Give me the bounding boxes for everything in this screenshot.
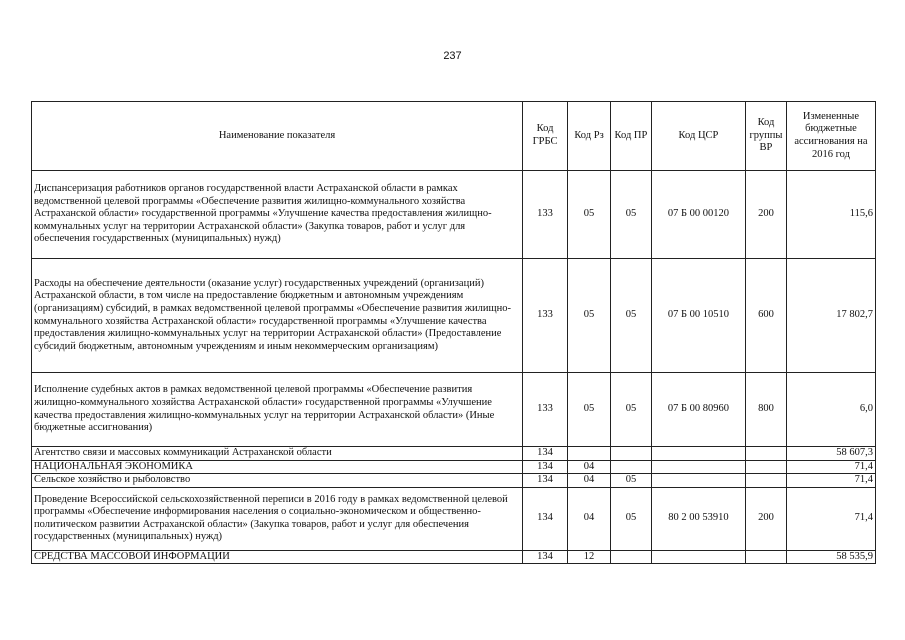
row-name: СРЕДСТВА МАССОВОЙ ИНФОРМАЦИИ [32, 550, 523, 564]
row-vr [746, 550, 787, 564]
row-name: Диспансеризация работников органов государственной власти Астраханской области в рамках ведомственной целевой программы «Обеспечение развития жилищно-коммунального хозяйства Астраханской области» государственной программы «Улучшение качества предоставления жилищно-коммунальных услуг на территории Астраханской области» (Закупка товаров, работ и услуг для обеспечения государственных (муниципальных) нужд) [32, 171, 523, 259]
row-pr [611, 460, 652, 474]
row-pr: 05 [611, 487, 652, 550]
row-vr [746, 447, 787, 461]
table-row [32, 447, 876, 461]
row-pr: 05 [611, 373, 652, 447]
row-pr: 05 [611, 171, 652, 259]
row-pr: 05 [611, 474, 652, 488]
table-row [32, 171, 876, 259]
row-vr [746, 460, 787, 474]
row-pr [611, 550, 652, 564]
header-row [32, 102, 876, 171]
row-grbs: 134 [523, 487, 568, 550]
row-amount: 71,4 [786, 460, 875, 474]
row-rz: 04 [568, 460, 611, 474]
table-row [32, 460, 876, 474]
row-rz: 04 [568, 487, 611, 550]
row-grbs: 133 [523, 373, 568, 447]
row-name: Исполнение судебных актов в рамках ведомственной целевой программы «Обеспечение развития жилищно-коммунального хозяйства Астраханской области» государственной программы «Улучшение качества предоставления жилищно-коммунальных услуг на территории Астраханской области» (Иные бюджетные ассигнования) [32, 373, 523, 447]
row-vr: 600 [746, 259, 787, 373]
row-amount: 71,4 [786, 474, 875, 488]
row-grbs: 134 [523, 474, 568, 488]
row-csr [651, 550, 745, 564]
row-csr: 07 Б 00 10510 [651, 259, 745, 373]
table-row [32, 550, 876, 564]
row-amount: 71,4 [786, 487, 875, 550]
row-rz [568, 447, 611, 461]
row-rz: 05 [568, 259, 611, 373]
row-amount: 58 607,3 [786, 447, 875, 461]
row-grbs: 134 [523, 550, 568, 564]
row-csr: 80 2 00 53910 [651, 487, 745, 550]
header-amount: Измененные бюджетные ассигнования на 2016 год [786, 102, 875, 171]
row-name: Расходы на обеспечение деятельности (оказание услуг) государственных учреждений (организаций) Астраханской области, в том числе на предоставление бюджетным и автономным учреждениям (организациям) субсидий, в рамках ведомственной целевой программы «Обеспечение развития жилищно-коммунального хозяйства Астраханской области» государственной программы «Улучшение качества предоставления жилищно-коммунальных услуг на территории Астраханской области» (Предоставление субсидий бюджетным, автономным учреждениям и иным некоммерческим организациям) [32, 259, 523, 373]
row-name: Сельское хозяйство и рыболовство [32, 474, 523, 488]
row-grbs: 133 [523, 259, 568, 373]
header-pr: Код ПР [611, 102, 652, 171]
row-vr: 200 [746, 171, 787, 259]
row-grbs: 134 [523, 447, 568, 461]
row-csr [651, 474, 745, 488]
row-pr [611, 447, 652, 461]
row-csr: 07 Б 00 00120 [651, 171, 745, 259]
row-rz: 05 [568, 171, 611, 259]
row-rz: 05 [568, 373, 611, 447]
header-csr: Код ЦСР [651, 102, 745, 171]
row-rz: 04 [568, 474, 611, 488]
row-vr: 200 [746, 487, 787, 550]
row-amount: 6,0 [786, 373, 875, 447]
row-amount: 58 535,9 [786, 550, 875, 564]
row-name: Проведение Всероссийской сельскохозяйственной переписи в 2016 году в рамках ведомственной целевой программы «Обеспечение информирования населения о социально-экономическом и общественно-политическом развитии Астраханской области» (Закупка товаров, работ и услуг для обеспечения государственных (муниципальных) нужд) [32, 487, 523, 550]
row-grbs: 134 [523, 460, 568, 474]
row-name: Агентство связи и массовых коммуникаций Астраханской области [32, 447, 523, 461]
row-vr [746, 474, 787, 488]
row-amount: 17 802,7 [786, 259, 875, 373]
row-csr [651, 460, 745, 474]
header-grbs: Код ГРБС [523, 102, 568, 171]
row-grbs: 133 [523, 171, 568, 259]
table-row [32, 487, 876, 550]
row-csr: 07 Б 00 80960 [651, 373, 745, 447]
row-vr: 800 [746, 373, 787, 447]
row-rz: 12 [568, 550, 611, 564]
header-rz: Код Рз [568, 102, 611, 171]
table-row [32, 259, 876, 373]
budget-table [31, 101, 876, 564]
row-csr [651, 447, 745, 461]
table-row [32, 373, 876, 447]
row-amount: 115,6 [786, 171, 875, 259]
row-name: НАЦИОНАЛЬНАЯ ЭКОНОМИКА [32, 460, 523, 474]
page-number: 237 [443, 50, 462, 62]
table-row [32, 474, 876, 488]
header-vr: Код группы ВР [746, 102, 787, 171]
row-pr: 05 [611, 259, 652, 373]
header-name: Наименование показателя [32, 102, 523, 171]
